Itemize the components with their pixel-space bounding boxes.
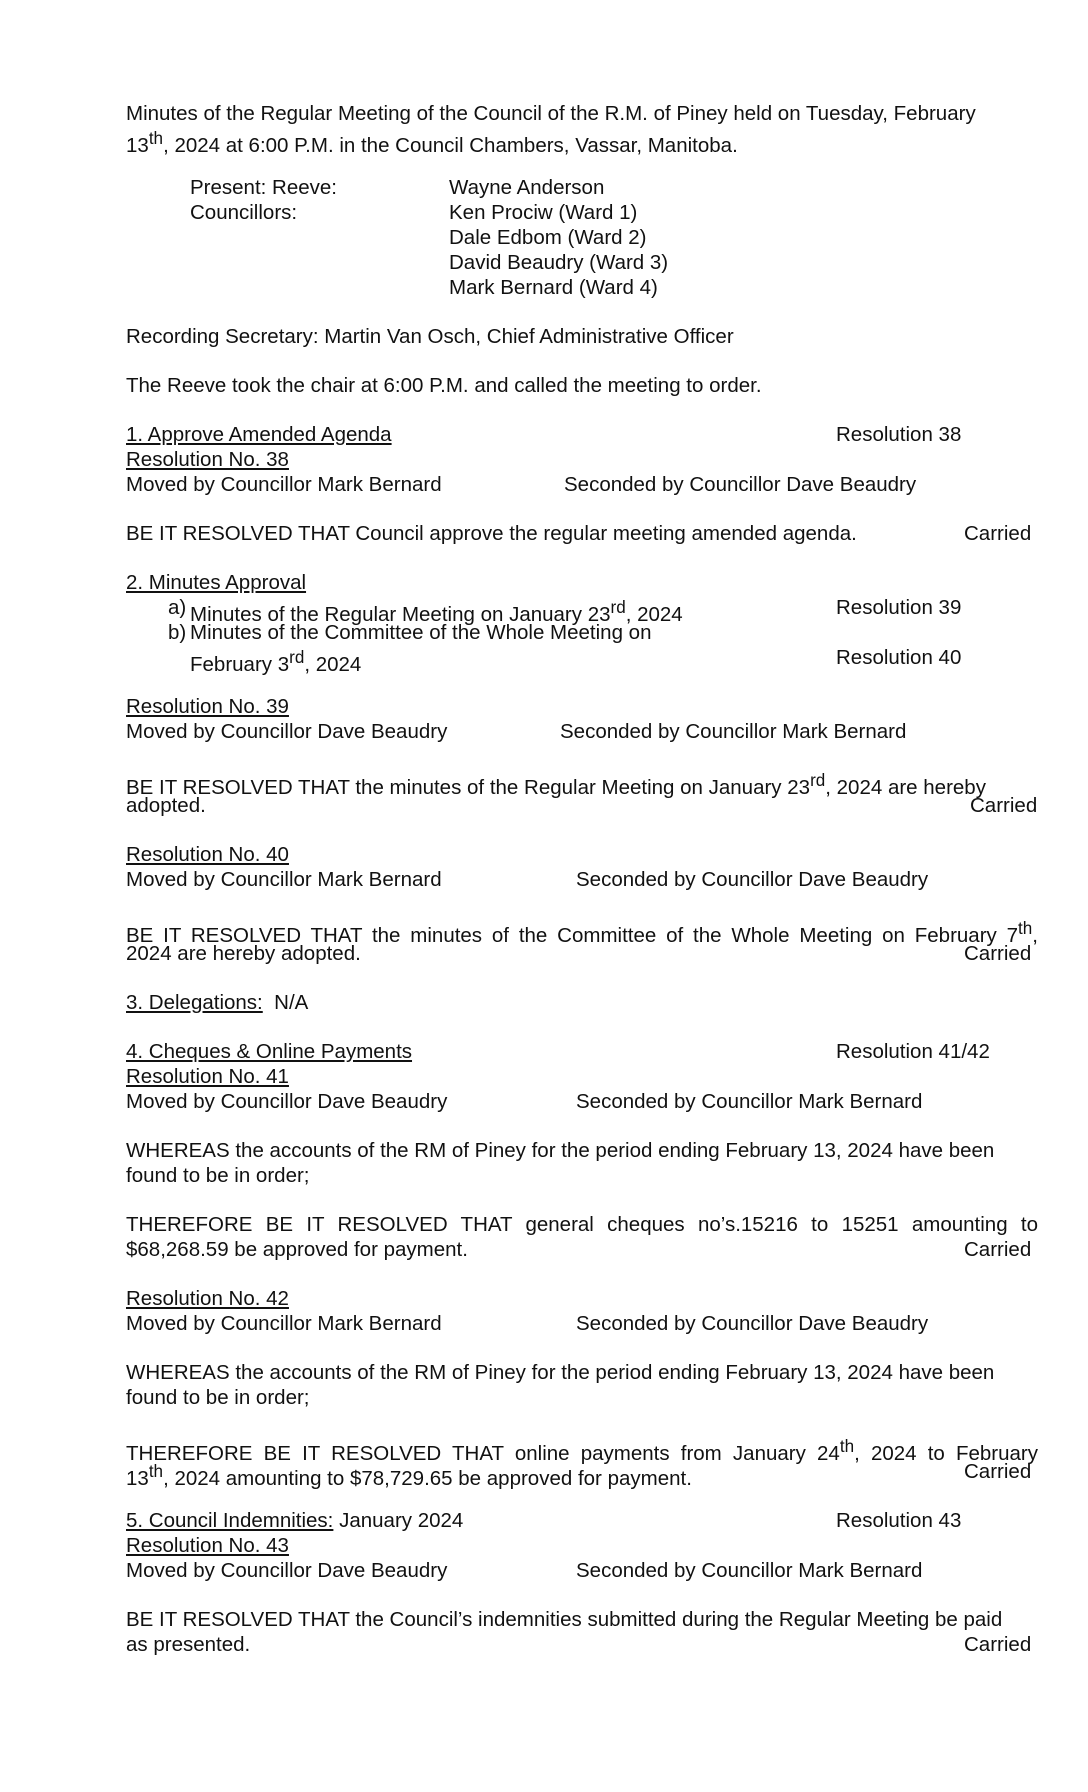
- resolution-40-moved: Moved by Councillor Mark Bernard: [126, 868, 442, 891]
- resolution-43-carried: Carried: [964, 1633, 1032, 1656]
- resolution-41-moved: Moved by Councillor Dave Beaudry: [126, 1090, 448, 1113]
- resolution-43-title: Resolution No. 43: [126, 1534, 289, 1557]
- resolution-42-whereas-line-2: found to be in order;: [126, 1386, 310, 1409]
- intro-line-1: Minutes of the Regular Meeting of the Council of the R.M. of Piney held on Tuesday, February: [126, 102, 976, 125]
- resolution-41-carried: Carried: [964, 1238, 1032, 1261]
- delegations-value: N/A: [274, 991, 309, 1014]
- section-5-heading: 5. Council Indemnities: January 2024: [126, 1509, 464, 1532]
- reeve-name: Wayne Anderson: [449, 176, 605, 199]
- resolution-40-seconded: Seconded by Councillor Dave Beaudry: [576, 868, 929, 891]
- section-5-resolution-ref: Resolution 43: [836, 1509, 962, 1532]
- resolution-41-therefore-line-1: THEREFORE BE IT RESOLVED THAT general cheques no’s.15216 to 15251 amounting to: [126, 1213, 1038, 1236]
- councillor-ward-2: Dale Edbom (Ward 2): [449, 226, 647, 249]
- resolution-38-moved: Moved by Councillor Mark Bernard: [126, 473, 442, 496]
- section-1-resolution-ref: Resolution 38: [836, 423, 962, 446]
- section-4-heading: 4. Cheques & Online Payments: [126, 1040, 413, 1063]
- resolution-43-text-line-2: as presented.: [126, 1633, 251, 1656]
- councillor-ward-3: David Beaudry (Ward 3): [449, 251, 669, 274]
- resolution-42-therefore-line-1: THEREFORE BE IT RESOLVED THAT online payments from January 24th, 2024 to February: [126, 1437, 1039, 1465]
- resolution-43-text-line-1: BE IT RESOLVED THAT the Council’s indemnities submitted during the Regular Meeting be paid: [126, 1608, 1003, 1631]
- resolution-41-whereas-line-1: WHEREAS the accounts of the RM of Piney for the period ending February 13, 2024 have been: [126, 1139, 995, 1162]
- section-1-heading: 1. Approve Amended Agenda: [126, 423, 392, 446]
- resolution-38-seconded: Seconded by Councillor Dave Beaudry: [564, 473, 917, 496]
- resolution-39-moved: Moved by Councillor Dave Beaudry: [126, 720, 448, 743]
- list-item-b-text: Minutes of the Committee of the Whole Meeting on: [190, 621, 652, 644]
- councillor-ward-1: Ken Prociw (Ward 1): [449, 201, 638, 224]
- section-3-heading: 3. Delegations: N/A: [126, 991, 309, 1014]
- resolution-42-title: Resolution No. 42: [126, 1287, 289, 1310]
- resolution-40-carried: Carried: [964, 942, 1032, 965]
- resolution-41-title: Resolution No. 41: [126, 1065, 289, 1088]
- list-item-a-marker: a): [168, 596, 187, 619]
- present-label: Present: Reeve:: [190, 176, 337, 199]
- resolution-40-title: Resolution No. 40: [126, 843, 289, 866]
- resolution-38-text: BE IT RESOLVED THAT Council approve the regular meeting amended agenda.: [126, 522, 857, 545]
- resolution-39-seconded: Seconded by Councillor Mark Bernard: [560, 720, 907, 743]
- resolution-43-seconded: Seconded by Councillor Mark Bernard: [576, 1559, 923, 1582]
- recording-secretary: Recording Secretary: Martin Van Osch, Chief Administrative Officer: [126, 325, 734, 348]
- resolution-42-therefore-line-2: 13th, 2024 amounting to $78,729.65 be approved for payment.: [126, 1462, 692, 1490]
- resolution-38-title: Resolution No. 38: [126, 448, 289, 471]
- resolution-42-whereas-line-1: WHEREAS the accounts of the RM of Piney for the period ending February 13, 2024 have been: [126, 1361, 995, 1384]
- resolution-39-carried: Carried: [970, 794, 1038, 817]
- chair-statement: The Reeve took the chair at 6:00 P.M. and called the meeting to order.: [126, 374, 762, 397]
- resolution-40-text-line-2: 2024 are hereby adopted.: [126, 942, 361, 965]
- councillor-ward-4: Mark Bernard (Ward 4): [449, 276, 658, 299]
- list-item-a-resolution-ref: Resolution 39: [836, 596, 962, 619]
- resolution-41-whereas-line-2: found to be in order;: [126, 1164, 310, 1187]
- resolution-39-text-line-1: BE IT RESOLVED THAT the minutes of the Regular Meeting on January 23rd, 2024 are hereby: [126, 771, 986, 799]
- resolution-41-therefore-line-2: $68,268.59 be approved for payment.: [126, 1238, 468, 1261]
- resolution-38-carried: Carried: [964, 522, 1032, 545]
- resolution-41-seconded: Seconded by Councillor Mark Bernard: [576, 1090, 923, 1113]
- list-item-b-marker: b): [168, 621, 187, 644]
- resolution-43-moved: Moved by Councillor Dave Beaudry: [126, 1559, 448, 1582]
- list-item-b-text-line-2: February 3rd, 2024: [190, 648, 362, 676]
- section-2-heading: 2. Minutes Approval: [126, 571, 307, 594]
- section-4-resolution-ref: Resolution 41/42: [836, 1040, 990, 1063]
- resolution-42-moved: Moved by Councillor Mark Bernard: [126, 1312, 442, 1335]
- resolution-40-text-line-1: BE IT RESOLVED THAT the minutes of the Committee of the Whole Meeting on February 7th,: [126, 919, 1038, 947]
- councillors-label: Councillors:: [190, 201, 298, 224]
- list-item-b-resolution-ref: Resolution 40: [836, 646, 962, 669]
- resolution-39-text-line-2: adopted.: [126, 794, 206, 817]
- intro-line-2: 13th, 2024 at 6:00 P.M. in the Council Chambers, Vassar, Manitoba.: [126, 129, 738, 157]
- list-item-a-text: Minutes of the Regular Meeting on January 23rd, 2024: [190, 598, 683, 626]
- resolution-39-title: Resolution No. 39: [126, 695, 289, 718]
- resolution-42-carried: Carried: [964, 1460, 1032, 1483]
- resolution-42-seconded: Seconded by Councillor Dave Beaudry: [576, 1312, 929, 1335]
